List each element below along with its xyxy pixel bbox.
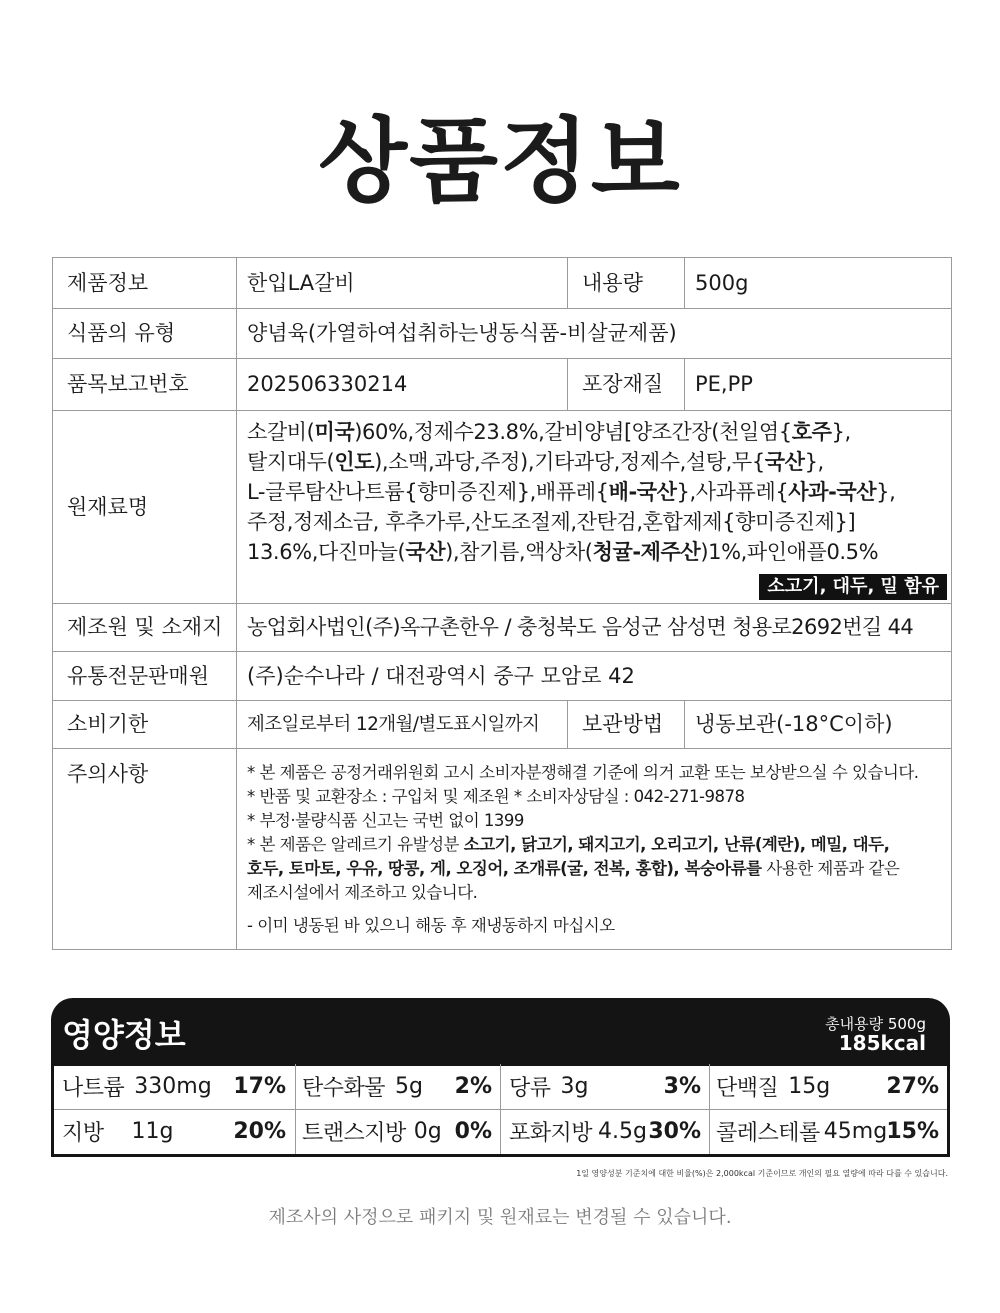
- value-distributor: (주)순수나라 / 대전광역시 중구 모암로 42: [237, 652, 952, 701]
- value-product-name: 한입LA갈비: [237, 258, 568, 309]
- value-report-no: 202506330214: [237, 359, 568, 411]
- value-manufacturer: 농업회사법인(주)옥구촌한우 / 충청북도 음성군 삼성면 청용로2692번길 44: [237, 604, 952, 652]
- nutrient-carbohydrate: 탄수화물 5g 2%: [302, 1074, 492, 1101]
- ingredients-line-5: 13.6%,다진마늘(국산),참기름,액상차(청귤-제주산)1%,파인애플0.5%: [247, 540, 879, 564]
- caution-line-5: 호두, 토마토, 우유, 땅콩, 게, 오징어, 조개류(굴, 전복, 홍합), 복숭아류를 사용한 제품과 같은: [247, 859, 900, 878]
- label-storage: 보관방법: [568, 701, 685, 749]
- nutrient-saturated-fat: 포화지방 4.5g 30%: [509, 1119, 701, 1146]
- label-packaging: 포장재질: [568, 359, 685, 411]
- caution-line-7: - 이미 냉동된 바 있으니 해동 후 재냉동하지 마십시오: [247, 916, 615, 935]
- row-ingredients: [53, 411, 952, 604]
- product-info-table: [52, 257, 952, 950]
- nutrient-sugars: 당류 3g 3%: [509, 1074, 701, 1101]
- caution-line-3: * 부정·불량식품 신고는 국번 없이 1399: [247, 811, 524, 830]
- value-food-type: 양념육(가열하여섭취하는냉동식품-비살균제품): [237, 309, 952, 359]
- nutrition-header: [51, 998, 950, 1066]
- value-volume: 500g: [685, 258, 952, 309]
- row-expiry: [53, 701, 952, 749]
- footer-note: 제조사의 사정으로 패키지 및 원재료는 변경될 수 있습니다.: [268, 1207, 732, 1228]
- caution-line-4: * 본 제품은 알레르기 유발성분 소고기, 닭고기, 돼지고기, 오리고기, 난류(계란), 메밀, 대두,: [247, 835, 890, 854]
- nutrition-footnote: 1일 영양성분 기준치에 대한 비율(%)은 2,000kcal 기준이므로 개인의 필요 열량에 따라 다를 수 있습니다.: [576, 1169, 948, 1178]
- nutrient-cholesterol: 콜레스테롤 45mg 15%: [716, 1119, 939, 1146]
- row-report-no: [53, 359, 952, 411]
- row-distributor: [53, 652, 952, 701]
- row-product: [53, 258, 952, 309]
- label-caution: 주의사항: [53, 749, 237, 950]
- ingredients-line-1: 소갈비(미국)60%,정제수23.8%,갈비양념[양조간장(천일염{호주},: [247, 420, 851, 444]
- label-report-no: 품목보고번호: [53, 359, 237, 411]
- row-caution: [53, 749, 952, 950]
- value-packaging: PE,PP: [685, 359, 952, 411]
- nutrition-panel: [51, 998, 950, 1158]
- nutrition-title: 영양정보: [62, 1016, 186, 1054]
- nutrient-trans-fat: 트랜스지방 0g 0%: [302, 1119, 492, 1146]
- row-food-type: [53, 309, 952, 359]
- ingredients-line-2: 탈지대두(인도),소맥,과당,주정),기타과당,정제수,설탕,무{국산},: [247, 450, 824, 474]
- caution-line-6: 제조시설에서 제조하고 있습니다.: [247, 883, 478, 902]
- label-expiry: 소비기한: [53, 701, 237, 749]
- label-product: 제품정보: [53, 258, 237, 309]
- label-ingredients: 원재료명: [53, 411, 237, 604]
- allergen-badge: 소고기, 대두, 밀 함유: [759, 574, 947, 600]
- row-manufacturer: [53, 604, 952, 652]
- value-caution: [237, 749, 952, 950]
- nutrition-grid: [51, 1064, 950, 1157]
- nutrition-total: 총내용량 500g: [825, 1015, 926, 1033]
- ingredients-line-3: L-글루탐산나트륨{향미증진제},배퓨레{배-국산},사과퓨레{사과-국산},: [247, 480, 896, 504]
- value-storage: 냉동보관(-18°C이하): [685, 701, 952, 749]
- label-volume: 내용량: [568, 258, 685, 309]
- nutrient-sodium: 나트륨 330mg 17%: [62, 1074, 286, 1101]
- nutrient-protein: 단백질 15g 27%: [716, 1074, 939, 1101]
- caution-line-1: * 본 제품은 공정거래위원회 고시 소비자분쟁해결 기준에 의거 교환 또는 보상받으실 수 있습니다.: [247, 763, 919, 782]
- ingredients-line-4: 주정,정제소금, 후추가루,산도조절제,잔탄검,혼합제제{향미증진제}]: [247, 510, 856, 534]
- value-ingredients: [237, 411, 952, 604]
- label-distributor: 유통전문판매원: [53, 652, 237, 701]
- caution-line-2: * 반품 및 교환장소 : 구입처 및 제조원 * 소비자상담실 : 042-271-9878: [247, 787, 745, 806]
- label-food-type: 식품의 유형: [53, 309, 237, 359]
- label-manufacturer: 제조원 및 소재지: [53, 604, 237, 652]
- value-expiry: 제조일로부터 12개월/별도표시일까지: [237, 701, 568, 749]
- nutrient-fat: 지방 11g 20%: [62, 1119, 286, 1146]
- page-title: 상품정보: [318, 108, 682, 215]
- nutrition-kcal: 185kcal: [838, 1031, 926, 1055]
